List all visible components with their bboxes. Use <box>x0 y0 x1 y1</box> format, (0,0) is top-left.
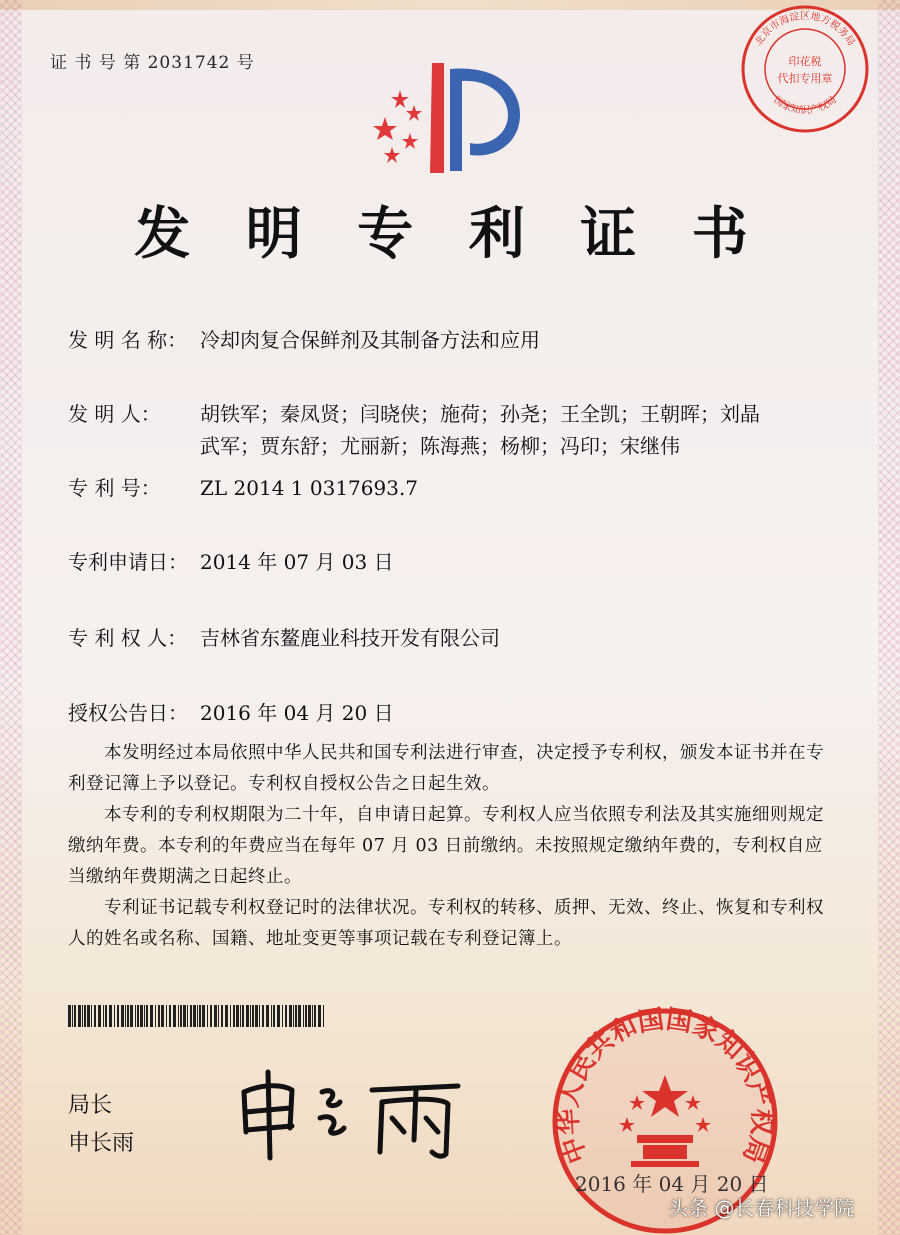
barcode-bar <box>305 1005 307 1027</box>
body-paragraph-3: 专利证书记载专利权登记时的法律状况。专利权的转移、质押、无效、终止、恢复和专利权人的姓名或名称、国籍、地址变更等事项记载在专利登记簿上。 <box>68 898 824 949</box>
field-label: 专利申请日： <box>68 550 188 574</box>
barcode-bar <box>240 1005 241 1027</box>
inventors-line-2: 武军；贾东舒；尤丽新；陈海燕；杨柳；冯印；宋继伟 <box>200 434 680 458</box>
barcode-bar <box>242 1005 244 1027</box>
barcode-bar <box>137 1005 139 1027</box>
barcode-bar <box>155 1005 156 1027</box>
barcode-bar <box>225 1005 228 1027</box>
invention-name-value: 冷却肉复合保鲜剂及其制备方法和应用 <box>200 328 540 352</box>
barcode-bar <box>144 1005 145 1027</box>
barcode-bar <box>98 1005 101 1027</box>
certificate-body <box>68 738 828 955</box>
barcode-bar <box>173 1005 176 1027</box>
sipo-logo-icon <box>370 55 530 175</box>
svg-text:国家知识产权局 <box>771 94 838 117</box>
body-paragraph-2: 本专利的专利权期限为二十年，自申请日起算。专利权人应当依照专利法及其实施细则规定缴纳年费。本专利的年费应当在每年 07 月 03 日前缴纳。未按照规定缴纳年费的，专利权自应当缴纳年费期满之日起终止。 <box>68 805 824 887</box>
barcode-bar <box>68 1005 71 1027</box>
tax-stamp-center-2: 代扣专用章 <box>777 72 833 85</box>
barcode-bar <box>84 1005 86 1027</box>
barcode-bar <box>117 1005 119 1027</box>
barcode-bar <box>207 1005 208 1027</box>
director-signature <box>232 1062 472 1162</box>
seal-ring-text: 中华人民共和国国家知识产权局 <box>553 1004 777 1168</box>
application-date-value: 2014 年 07 月 03 日 <box>200 550 394 574</box>
barcode-bar <box>236 1005 239 1027</box>
barcode-bar <box>266 1005 269 1027</box>
barcode-bar <box>150 1005 153 1027</box>
field-invention-name <box>68 324 820 356</box>
seal-date: 2016 年 04 月 20 日 <box>575 1172 769 1196</box>
grant-date-value: 2016 年 04 月 20 日 <box>200 701 394 725</box>
barcode-bar <box>130 1005 133 1027</box>
inventors-line-1: 胡铁军；秦凤贤；闫晓侠；施荷；孙尧；王全凯；王朝晖；刘晶 <box>200 402 760 426</box>
barcode-bar <box>193 1005 196 1027</box>
barcode-bar <box>282 1005 283 1027</box>
field-application-date <box>68 546 820 578</box>
field-label: 专 利 号： <box>68 476 161 500</box>
barcode-bar <box>314 1005 316 1027</box>
barcode-bar <box>178 1005 179 1027</box>
barcode-bar <box>255 1005 258 1027</box>
barcode-bar <box>303 1005 304 1027</box>
barcode-bar <box>218 1005 219 1027</box>
barcode-bar <box>259 1005 260 1027</box>
barcode-bar <box>72 1005 73 1027</box>
director-title: 局长 <box>68 1093 113 1118</box>
barcode-bar <box>78 1005 81 1027</box>
barcode-bar <box>197 1005 198 1027</box>
barcode-bar <box>273 1005 275 1027</box>
field-patentee <box>68 622 820 654</box>
barcode-bar <box>114 1005 115 1027</box>
director-name: 申长雨 <box>68 1131 135 1156</box>
barcode-bar <box>221 1005 223 1027</box>
tax-stamp <box>738 2 872 136</box>
patentee-value: 吉林省东鳌鹿业科技开发有限公司 <box>200 626 500 650</box>
watermark-text: 头条 @长春科技学院 <box>668 1196 855 1220</box>
barcode <box>68 1005 328 1027</box>
barcode-bar <box>94 1005 96 1027</box>
barcode-bar <box>180 1005 182 1027</box>
barcode-bar <box>312 1005 313 1027</box>
barcode-bar <box>91 1005 92 1027</box>
barcode-bar <box>289 1005 292 1027</box>
barcode-bar <box>214 1005 217 1027</box>
barcode-bar <box>262 1005 264 1027</box>
patent-number-value: ZL 2014 1 0317693.7 <box>200 476 419 500</box>
barcode-bar <box>199 1005 201 1027</box>
barcode-bar <box>127 1005 129 1027</box>
barcode-bar <box>318 1005 321 1027</box>
barcode-bar <box>183 1005 186 1027</box>
field-label: 发 明 人： <box>68 402 161 426</box>
barcode-bar <box>285 1005 287 1027</box>
barcode-bar <box>233 1005 235 1027</box>
barcode-bar <box>121 1005 124 1027</box>
barcode-bar <box>135 1005 136 1027</box>
barcode-bar <box>246 1005 249 1027</box>
barcode-bar <box>250 1005 251 1027</box>
document-title: 发 明 专 利 证 书 <box>134 201 766 267</box>
barcode-bar <box>277 1005 280 1027</box>
barcode-bar <box>308 1005 311 1027</box>
barcode-bar <box>166 1005 167 1027</box>
body-paragraph-1: 本发明经过本局依照中华人民共和国专利法进行审查，决定授予专利权，颁发本证书并在专利登记簿上予以登记。专利权自授权公告之日起生效。 <box>68 743 824 794</box>
barcode-bar <box>252 1005 254 1027</box>
barcode-bar <box>298 1005 301 1027</box>
barcode-bar <box>202 1005 205 1027</box>
barcode-bar <box>158 1005 160 1027</box>
field-label: 发 明 名 称： <box>68 328 188 352</box>
tax-stamp-ring-text: 北京市海淀区地方税务局 <box>753 10 857 48</box>
barcode-bar <box>271 1005 272 1027</box>
barcode-bar <box>74 1005 76 1027</box>
certificate-number: 证 书 号 第 2031742 号 <box>50 53 255 73</box>
barcode-bar <box>109 1005 112 1027</box>
barcode-bar <box>105 1005 107 1027</box>
field-inventors <box>68 398 820 462</box>
barcode-bar <box>230 1005 231 1027</box>
field-patent-number <box>68 472 820 504</box>
barcode-bar <box>187 1005 188 1027</box>
tax-stamp-center-1: 印花税 <box>788 55 822 68</box>
barcode-bar <box>210 1005 212 1027</box>
tax-stamp-bottom-text: 国家知识产权局 <box>771 94 839 117</box>
barcode-bar <box>140 1005 143 1027</box>
barcode-bar <box>87 1005 90 1027</box>
barcode-bar <box>323 1005 324 1027</box>
field-label: 授权公告日： <box>68 701 188 725</box>
barcode-bar <box>125 1005 126 1027</box>
barcode-bar <box>82 1005 83 1027</box>
barcode-bar <box>295 1005 297 1027</box>
barcode-bar <box>190 1005 192 1027</box>
left-border-pattern <box>0 0 22 1235</box>
barcode-bar <box>293 1005 294 1027</box>
field-label: 专 利 权 人： <box>68 626 188 650</box>
barcode-bar <box>161 1005 164 1027</box>
barcode-bar <box>146 1005 148 1027</box>
barcode-bar <box>103 1005 104 1027</box>
field-grant-date <box>68 697 820 729</box>
right-border-pattern <box>878 0 900 1235</box>
barcode-bar <box>169 1005 171 1027</box>
